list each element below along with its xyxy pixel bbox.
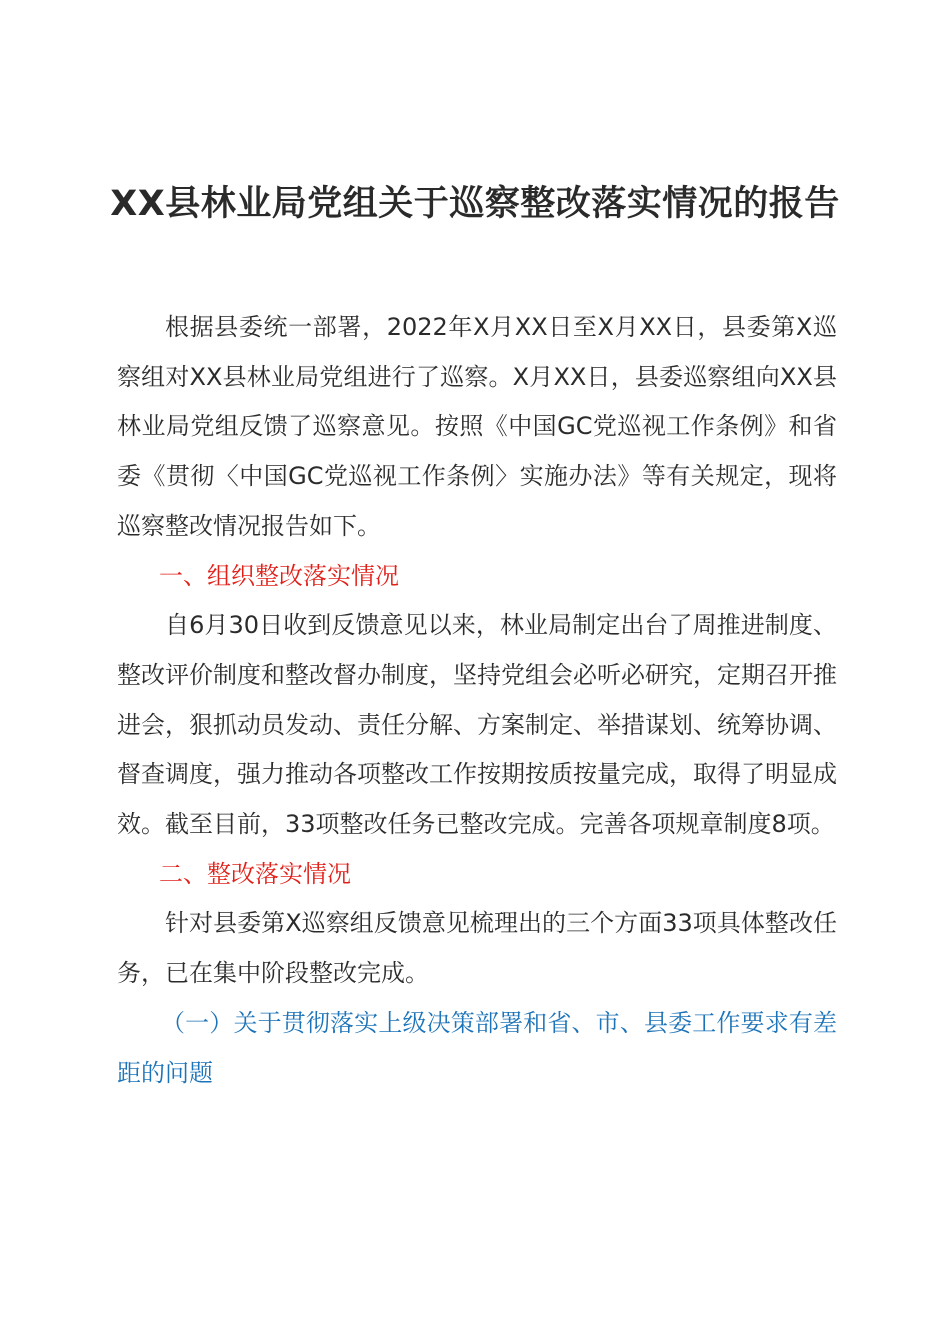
subsection-heading-1: （一）关于贯彻落实上级决策部署和省、市、县委工作要求有差距的问题 xyxy=(117,1008,837,1087)
document-body xyxy=(117,303,837,1098)
intro-paragraph: 根据县委统一部署，2022年X月XX日至X月XX日，县委第X巡察组对XX县林业局党组进行了巡察。X月XX日，县委巡察组向XX县林业局党组反馈了巡察意见。按照《中国GC党巡视工作条例》和省委《贯彻〈中国GC党巡视工作条例〉实施办法》等有关规定，现将巡察整改情况报告如下。 xyxy=(117,313,837,540)
section-heading-rectification: 二、整改落实情况 xyxy=(159,859,351,888)
document-title: XX县林业局党组关于巡察整改落实情况的报告 xyxy=(110,184,840,224)
rectification-paragraph: 针对县委第X巡察组反馈意见梳理出的三个方面33项具体整改任务，已在集中阶段整改完成。 xyxy=(117,909,837,988)
organization-paragraph: 自6月30日收到反馈意见以来，林业局制定出台了周推进制度、整改评价制度和整改督办制度，坚持党组会必听必研究，定期召开推进会，狠抓动员发动、责任分解、方案制定、举措谋划、统筹协调、督查调度，强力推动各项整改工作按期按质按量完成，取得了明显成效。截至目前，33项整改任务已整改完成。完善各项规章制度8项。 xyxy=(117,611,837,839)
section-heading-organization: 一、组织整改落实情况 xyxy=(159,561,399,590)
